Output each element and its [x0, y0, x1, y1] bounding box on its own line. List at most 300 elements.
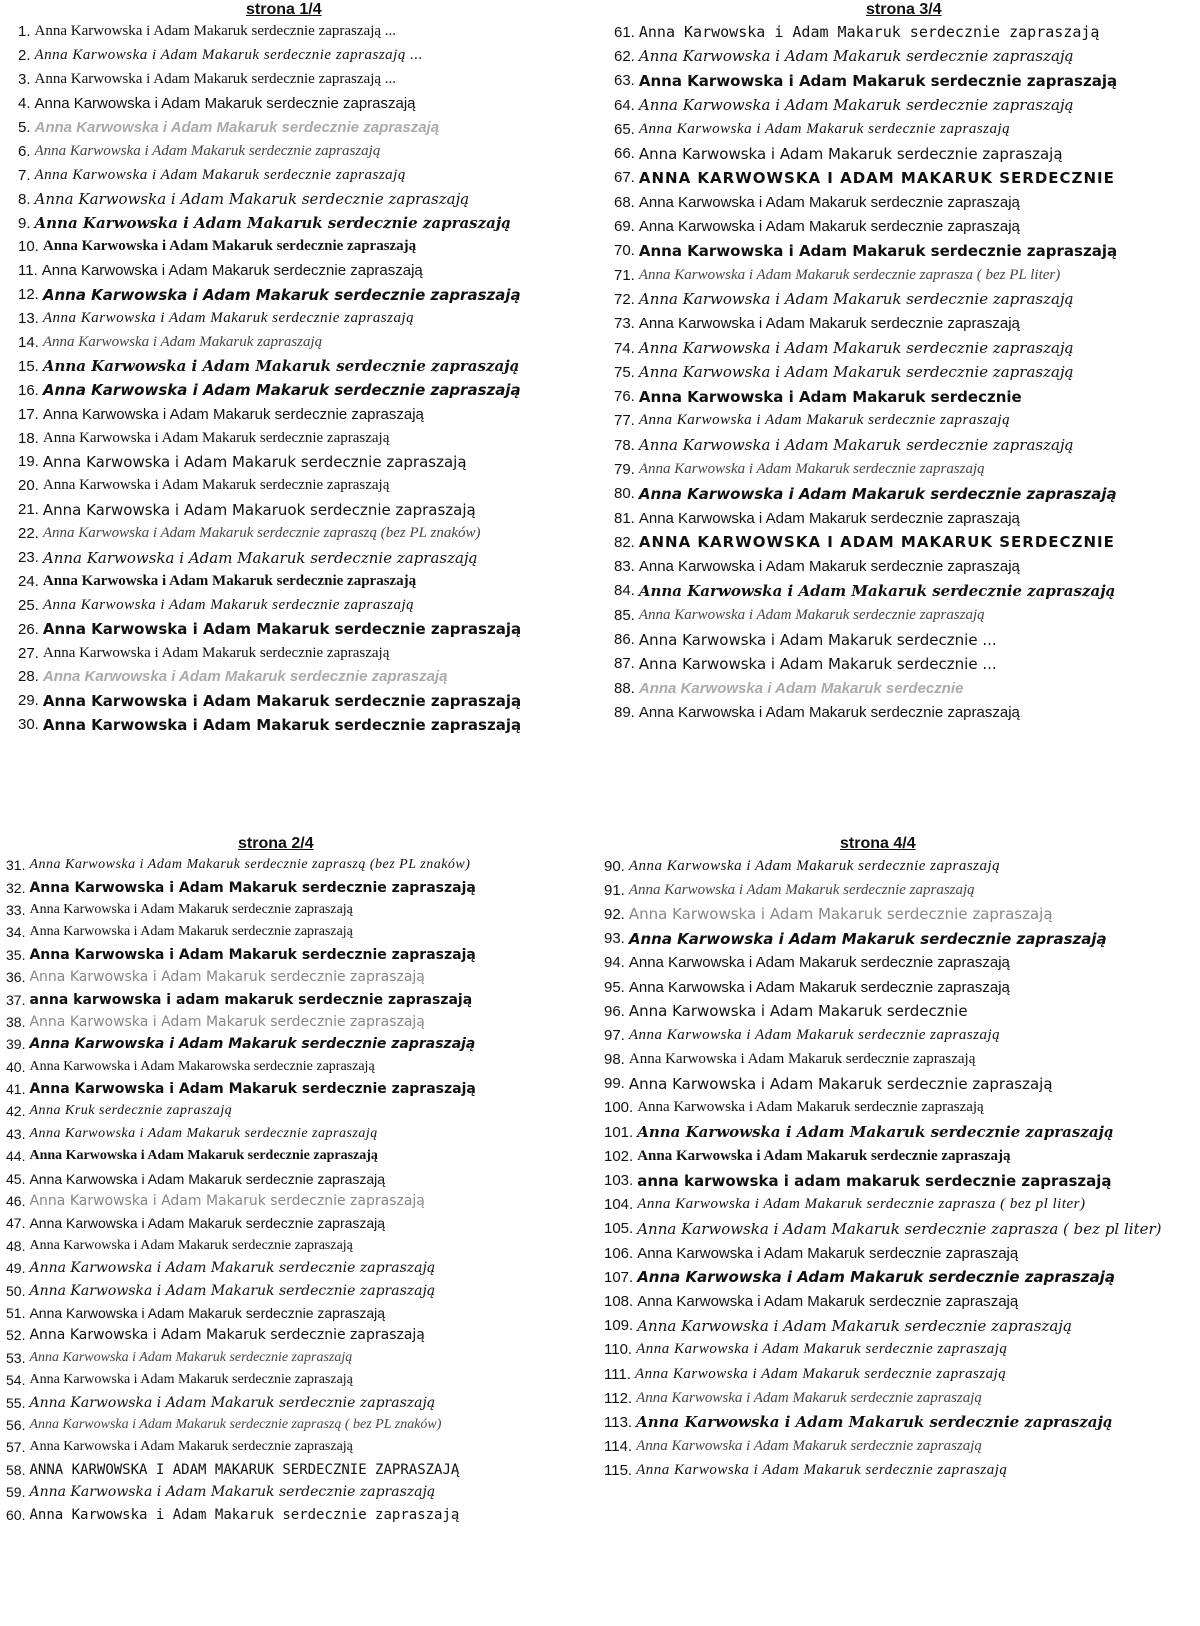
- font-sample-line: [18, 522, 578, 546]
- font-sample-line: [604, 1338, 1200, 1362]
- line-number: 38.: [6, 1013, 26, 1030]
- font-sample-line: [604, 854, 1200, 878]
- font-sample-line: [604, 1386, 1200, 1410]
- sample-text: Anna Karwowska i Adam Makaruk serdecznie zapraszają: [42, 452, 467, 471]
- sample-text: Anna Karwowska i Adam Makaruk serdecznie zapraszają: [638, 703, 1020, 721]
- line-number: 7.: [18, 166, 31, 184]
- line-number: 111.: [604, 1365, 631, 1383]
- font-sample-line: [18, 617, 578, 641]
- sample-text: Anna Karwowska i Adam Makaruk serdecznie zapraszają: [638, 144, 1063, 163]
- sample-text: Anna Karwowska i Adam Makaruk serdecznie zapraszają: [29, 1148, 378, 1164]
- sample-text: Anna Karwowska i Adam Makaruk serdecznie zapraszają: [628, 929, 1107, 948]
- sample-text: Anna Karwowska i Adam Makaruk serdecznie zapraszają: [29, 879, 476, 896]
- line-number: 18.: [18, 429, 39, 447]
- line-number: 73.: [614, 315, 635, 333]
- font-sample-line: [6, 966, 600, 988]
- line-number: 32.: [6, 879, 26, 896]
- sample-text: Anna Karwowska i Adam Makaruk serdecznie zapraszają: [29, 1439, 353, 1455]
- font-sample-line: [18, 187, 578, 211]
- line-number: 96.: [604, 1002, 625, 1020]
- line-number: 29.: [18, 692, 39, 710]
- sample-text: Anna Karwowska i Adam Makaruk serdecznie zapraszają: [42, 596, 415, 613]
- sample-text: Anna Karwowska i Adam Makaruk serdecznie zapraszają: [42, 548, 478, 567]
- font-sample-line: [614, 263, 1200, 287]
- page-1: [18, 0, 578, 737]
- sample-text: Anna Karwowska i Adam Makaruk serdecznie zapraszają: [637, 1268, 1115, 1287]
- sample-text: Anna Karwowska i Adam Makaruk serdecznie zapraszają: [42, 381, 521, 400]
- font-sample-line: [18, 402, 578, 426]
- sample-text: Anna Karwowska i Adam Makaruk serdecznie zapraszają: [42, 715, 522, 734]
- line-number: 36.: [6, 969, 26, 986]
- line-number: 12.: [18, 286, 39, 304]
- sample-text: Anna Karwowska i Adam Makaruk serdecznie zapraszają: [42, 285, 521, 304]
- font-sample-line: [18, 498, 578, 522]
- line-number: 21.: [18, 501, 39, 519]
- sample-text: Anna Karwowska i Adam Makaruk serdecznie zapraszają: [638, 484, 1117, 503]
- line-number: 45.: [6, 1170, 26, 1187]
- line-number: 26.: [18, 620, 39, 638]
- sample-text: Anna Karwowska i Adam Makaruk serdecznie zapraszają: [42, 572, 417, 589]
- font-sample-line: [18, 426, 578, 450]
- font-sample-line: [18, 307, 578, 331]
- font-sample-line: [614, 457, 1200, 481]
- sample-text: Anna Karwowska i Adam Makaruk serdecznie zapraszają: [638, 581, 1116, 600]
- sample-text: Anna Karwowska i Adam Makaruk serdecznie zapraszają: [638, 71, 1118, 90]
- sample-text: Anna Karwowska i Adam Makaruk serdecznie zapraszają: [638, 460, 985, 477]
- sample-text: Anna Karwowska i Adam Makaruk serdecznie zapraszają: [29, 1394, 436, 1411]
- page-2: [6, 834, 600, 1526]
- line-number: 110.: [604, 1341, 633, 1359]
- line-number: 100.: [604, 1099, 634, 1117]
- sample-text: Anna Karwowska i Adam Makaruk serdecznie zapraszają: [638, 436, 1074, 455]
- font-sample-line: [18, 689, 578, 713]
- font-sample-line: [18, 163, 578, 187]
- line-number: 112.: [604, 1389, 633, 1407]
- font-sample-line: [18, 474, 578, 498]
- sample-text: Anna Karwowska i Adam Makaruk serdecznie zapraszają: [638, 290, 1074, 309]
- line-number: 72.: [614, 290, 635, 308]
- line-number: 92.: [604, 905, 625, 923]
- sample-text: Anna Karwowska i Adam Makaruk serdecznie zapraszają: [636, 1389, 982, 1406]
- sample-text: Anna Karwowska i Adam Makaruk serdecznie zapraszają: [29, 1215, 386, 1232]
- sample-text: Anna Karwowska i Adam Makaruk serdecznie zapraszają: [29, 946, 476, 963]
- line-number: 93.: [604, 930, 625, 948]
- font-sample-line: [614, 190, 1200, 214]
- font-sample-line: [614, 579, 1200, 603]
- font-sample-line: [18, 378, 578, 402]
- line-number: 9.: [18, 214, 31, 232]
- font-sample-line: [6, 1078, 600, 1100]
- font-sample-line: [604, 1265, 1200, 1289]
- line-number: 75.: [614, 363, 635, 381]
- sample-text: Anna Karwowska i Adam Makaruk serdecznie ...: [638, 630, 997, 649]
- font-sample-line: [604, 1048, 1200, 1072]
- line-number: 37.: [6, 991, 26, 1008]
- line-number: 24.: [18, 572, 39, 590]
- line-number: 48.: [6, 1237, 26, 1254]
- sample-text: Anna Karwowska i Adam Makaruk serdecznie zapraszają: [42, 310, 415, 327]
- font-sample-line: [18, 211, 578, 235]
- sample-text: Anna Karwowska i Adam Makaruk serdecznie zapraszają: [637, 1099, 984, 1116]
- line-number: 20.: [18, 477, 39, 495]
- font-sample-line: [614, 69, 1200, 93]
- sample-text: Anna Karwowska i Adam Makaruk serdecznie zapraszają: [42, 405, 424, 423]
- sample-text: Anna Karwowska i Adam Makaruk serdecznie zapraszają: [637, 1292, 1019, 1310]
- sample-text: Anna Karwowska i Adam Makaruk serdecznie zapraszają: [34, 214, 512, 233]
- font-sample-line: [6, 1279, 600, 1301]
- sample-text: Anna Karwowska i Adam Makaruk serdecznie zapraszają: [42, 477, 390, 494]
- line-number: 60.: [6, 1506, 26, 1523]
- line-number: 39.: [6, 1036, 26, 1053]
- line-number: 59.: [6, 1484, 26, 1501]
- font-sample-list: [604, 854, 1200, 1483]
- font-sample-line: [6, 1503, 600, 1525]
- font-sample-line: [18, 139, 578, 163]
- line-number: 44.: [6, 1148, 26, 1165]
- sample-text: Anna Karwowska i Adam Makaruk serdecznie zapraszają: [29, 969, 425, 986]
- font-sample-line: [604, 1289, 1200, 1313]
- sample-text: Anna Karwowska i Adam Makaruk serdecznie zaprasza ( bez pl liter): [637, 1219, 1162, 1238]
- font-sample-line: [6, 1100, 600, 1122]
- line-number: 15.: [18, 357, 39, 375]
- font-sample-line: [614, 312, 1200, 336]
- sample-text: Anna Karwowska i Adam Makaruk serdecznie zapraszają: [42, 668, 448, 686]
- line-number: 1.: [18, 23, 31, 41]
- line-number: 4.: [18, 95, 31, 113]
- line-number: 42.: [6, 1103, 26, 1120]
- line-number: 47.: [6, 1215, 26, 1232]
- font-sample-line: [6, 854, 600, 876]
- font-sample-line: [604, 1459, 1200, 1483]
- sample-text: Anna Karwowska i Adam Makaruk serdecznie zapraszają: [637, 1123, 1114, 1142]
- sample-text: Anna Karwowska i Adam Makaruk serdecznie zapraszają: [638, 339, 1074, 357]
- font-sample-line: [6, 1167, 600, 1189]
- sample-text: Anna Karwowska i Adam Makaruk serdecznie zapraszają: [638, 193, 1020, 211]
- line-number: 19.: [18, 453, 39, 471]
- sample-text: Anna Karwowska i Adam Makaruk serdecznie zapraszają: [29, 1125, 378, 1141]
- font-sample-line: [18, 92, 578, 116]
- font-sample-line: [18, 641, 578, 665]
- font-sample-list: [18, 20, 578, 737]
- line-number: 14.: [18, 334, 39, 352]
- sample-text: Anna Karwowska i Adam Makaruk serdecznie ...: [638, 654, 997, 673]
- line-number: 98.: [604, 1051, 625, 1069]
- line-number: 113.: [604, 1413, 633, 1431]
- line-number: 55.: [6, 1394, 26, 1411]
- font-sample-line: [6, 988, 600, 1010]
- line-number: 31.: [6, 857, 26, 874]
- sample-text: Anna Karwowska i Adam Makaruk serdecznie zapraszają: [34, 166, 406, 183]
- font-sample-line: [604, 999, 1200, 1023]
- sample-text: Anna Karwowska i Adam Makaruk serdecznie zapraszają: [41, 262, 423, 280]
- font-sample-line: [604, 951, 1200, 975]
- line-number: 5.: [18, 119, 31, 136]
- font-sample-line: [6, 1459, 600, 1481]
- font-sample-line: [604, 1241, 1200, 1265]
- sample-text: anna karwowska i adam makaruk serdecznie zapraszają: [637, 1171, 1112, 1190]
- font-sample-line: [18, 283, 578, 307]
- sample-text: Anna Karwowska i Adam Makaruk serdecznie zapraszają: [29, 1349, 353, 1365]
- line-number: 82.: [614, 533, 635, 551]
- font-sample-line: [18, 331, 578, 355]
- font-sample-line: [614, 239, 1200, 263]
- sample-text: Anna Karwowska i Adam Makaruk serdecznie zapraszą (bez PL znaków): [42, 525, 481, 542]
- line-number: 78.: [614, 436, 635, 454]
- font-sample-line: [604, 927, 1200, 951]
- sample-text: Anna Karwowska i Adam Makaruk serdecznie zapraszają: [29, 1260, 436, 1277]
- font-sample-line: [604, 1314, 1200, 1338]
- font-sample-line: [18, 665, 578, 689]
- font-sample-line: [614, 117, 1200, 141]
- font-sample-line: [6, 921, 600, 943]
- line-number: 86.: [614, 631, 635, 649]
- line-number: 84.: [614, 582, 635, 600]
- line-number: 115.: [604, 1462, 633, 1480]
- font-sample-line: [6, 1369, 600, 1391]
- line-number: 53.: [6, 1349, 26, 1366]
- font-sample-line: [604, 1168, 1200, 1192]
- line-number: 71.: [614, 266, 635, 284]
- sample-text: Anna Karwowska i Adam Makaruk serdecznie zapraszają: [42, 429, 390, 446]
- line-number: 25.: [18, 596, 39, 614]
- line-number: 52.: [6, 1327, 26, 1344]
- font-sample-line: [614, 384, 1200, 408]
- font-sample-line: [604, 975, 1200, 999]
- sample-text: Anna Karwowska i Adam Makaruk serdecznie zapraszają: [29, 1282, 436, 1299]
- sample-text: Anna Karwowska i Adam Makaruk serdecznie: [638, 387, 1022, 406]
- sample-text: Anna Karwowska i Adam Makaruk serdecznie zapraszają: [638, 509, 1020, 527]
- page-4: [604, 834, 1200, 1483]
- font-sample-line: [614, 360, 1200, 384]
- line-number: 11.: [18, 262, 38, 280]
- sample-text: Anna Karwowska i Adam Makaruk serdecznie zapraszają: [638, 363, 1074, 382]
- sample-text: Anna Karwowska i Adam Makaruk serdecznie zapraszają: [42, 620, 522, 639]
- font-sample-line: [18, 44, 578, 68]
- sample-text: Anna Karwowska i Adam Makaruk serdecznie zapraszają: [636, 1413, 1113, 1432]
- font-sample-line: [614, 20, 1200, 44]
- line-number: 67.: [614, 169, 635, 187]
- font-sample-list: [614, 20, 1200, 725]
- line-number: 66.: [614, 145, 635, 163]
- font-sample-line: [6, 1011, 600, 1033]
- sample-text: Anna Karwowska i Adam Makaruok serdecznie zapraszają: [42, 500, 476, 519]
- line-number: 69.: [614, 218, 635, 236]
- line-number: 6.: [18, 142, 31, 160]
- sample-text: Anna Kruk serdecznie zapraszają: [29, 1103, 233, 1119]
- sample-text: Anna Karwowska i Adam Makaruk serdecznie zapraszają: [29, 1372, 353, 1388]
- line-number: 103.: [604, 1172, 634, 1190]
- font-sample-line: [6, 1235, 600, 1257]
- page-title: strona 1/4: [246, 1, 322, 18]
- sample-text: Anna Karwowska i Adam Makaruk serdecznie zapraszają ...: [34, 23, 397, 40]
- sample-text: Anna Karwowska i Adam Makaruk serdecznie zapraszają: [42, 691, 522, 710]
- font-sample-line: [614, 676, 1200, 700]
- font-sample-line: [6, 1056, 600, 1078]
- sample-text: Anna Karwowska i Adam Makaruk serdecznie zapraszają: [628, 978, 1010, 996]
- font-sample-line: [18, 569, 578, 593]
- font-sample-line: [614, 603, 1200, 627]
- line-number: 27.: [18, 644, 39, 662]
- sample-text: Anna Karwowska i Adam Makaruk serdecznie zapraszają: [638, 218, 1020, 236]
- sample-text: Anna Karwowska i Adam Makaruk serdecznie zapraszają: [29, 924, 353, 940]
- sample-text: Anna Karwowska i Adam Makaruk serdecznie zapraszają: [34, 119, 440, 136]
- font-sample-line: [18, 450, 578, 474]
- font-sample-line: [614, 506, 1200, 530]
- line-number: 65.: [614, 120, 635, 138]
- sample-text: Anna Karwowska i Adam Makaruk serdecznie zapraszają: [628, 954, 1010, 972]
- sample-text: Anna Karwowska i Adam Makaruk serdecznie zaprasza ( bez PL liter): [638, 266, 1061, 283]
- font-sample-line: [604, 902, 1200, 926]
- line-number: 2.: [18, 47, 31, 65]
- sample-text: Anna Karwowska i Adam Makaruk serdecznie zapraszają: [636, 1438, 982, 1455]
- line-number: 64.: [614, 96, 635, 114]
- font-sample-line: [604, 1410, 1200, 1434]
- sample-text: Anna Karwowska i Adam Makaruk serdecznie zapraszają: [29, 1484, 436, 1501]
- line-number: 101.: [604, 1123, 634, 1141]
- sample-text: Anna Karwowska i Adam Makaruk serdecznie zapraszają: [638, 315, 1020, 333]
- line-number: 106.: [604, 1244, 634, 1262]
- line-number: 62.: [614, 47, 635, 65]
- sample-text: Anna Karwowska i Adam Makaruk serdecznie zapraszają: [628, 1026, 1001, 1043]
- sample-text: Anna Karwowska i Adam Makaruk serdecznie zapraszają: [29, 1506, 460, 1523]
- font-sample-line: [614, 482, 1200, 506]
- sample-text: Anna Karwowska i Adam Makaruk serdecznie zapraszają: [636, 1462, 1008, 1479]
- line-number: 35.: [6, 946, 26, 963]
- line-number: 8.: [18, 190, 31, 208]
- line-number: 40.: [6, 1058, 26, 1075]
- line-number: 54.: [6, 1372, 26, 1389]
- line-number: 10.: [18, 238, 39, 256]
- sample-text: ANNA KARWOWSKA I ADAM MAKARUK SERDECZNIE ZAPRASZAJĄ: [29, 1461, 460, 1478]
- sample-text: Anna Karwowska i Adam Makaruk serdecznie zapraszą (bez PL znaków): [29, 857, 471, 873]
- font-sample-line: [6, 1257, 600, 1279]
- line-number: 77.: [614, 412, 635, 430]
- sample-text: Anna Karwowska i Adam Makaruk serdecznie zapraszają: [638, 23, 1100, 42]
- line-number: 16.: [18, 381, 39, 399]
- sample-text: Anna Karwowska i Adam Makaruk serdecznie zapraszają: [628, 1051, 976, 1068]
- sample-text: Anna Karwowska i Adam Makaruk serdecznie zapraszają: [638, 558, 1020, 576]
- line-number: 76.: [614, 388, 635, 406]
- font-sample-line: [614, 336, 1200, 360]
- line-number: 46.: [6, 1193, 26, 1210]
- line-number: 30.: [18, 716, 39, 734]
- line-number: 104.: [604, 1196, 634, 1214]
- line-number: 81.: [614, 509, 635, 527]
- font-sample-line: [614, 166, 1200, 190]
- font-sample-line: [604, 1120, 1200, 1144]
- line-number: 94.: [604, 954, 625, 972]
- sample-text: Anna Karwowska i Adam Makaruk serdecznie zapraszą ( bez PL znaków): [29, 1416, 442, 1432]
- font-sample-line: [604, 1362, 1200, 1386]
- font-sample-line: [6, 899, 600, 921]
- font-sample-line: [18, 354, 578, 378]
- font-sample-line: [18, 68, 578, 92]
- sample-text: Anna Karwowska i Adam Makaruk serdecznie zapraszają: [638, 47, 1074, 66]
- font-sample-line: [6, 1414, 600, 1436]
- line-number: 50.: [6, 1282, 26, 1299]
- line-number: 57.: [6, 1439, 26, 1456]
- sample-text: Anna Karwowska i Adam Makaruk serdecznie zapraszają: [638, 96, 1074, 115]
- font-sample-line: [6, 1033, 600, 1055]
- sample-text: Anna Karwowska i Adam Makaruk serdecznie zapraszają: [29, 1081, 476, 1098]
- line-number: 97.: [604, 1026, 625, 1044]
- font-sample-line: [604, 1096, 1200, 1120]
- sample-text: Anna Karwowska i Adam Makaruk serdecznie zapraszają: [29, 1193, 425, 1210]
- line-number: 90.: [604, 857, 625, 875]
- line-number: 105.: [604, 1220, 634, 1238]
- line-number: 74.: [614, 339, 635, 357]
- sample-text: Anna Karwowska i Adam Makaruk serdecznie zapraszają: [29, 901, 353, 917]
- font-sample-line: [614, 530, 1200, 554]
- sample-text: Anna Karwowska i Adam Makaruk serdecznie zapraszają: [638, 606, 985, 623]
- line-number: 89.: [614, 703, 635, 721]
- sample-text: ANNA KARWOWSKA I ADAM MAKARUK SERDECZNIE: [638, 168, 1115, 187]
- line-number: 108.: [604, 1292, 634, 1310]
- page-title: strona 2/4: [238, 835, 314, 852]
- sample-text: Anna Karwowska i Adam Makarowska serdecznie zapraszają: [29, 1058, 375, 1074]
- font-sample-line: [604, 1193, 1200, 1217]
- font-sample-line: [6, 1347, 600, 1369]
- line-number: 87.: [614, 655, 635, 673]
- line-number: 109.: [604, 1317, 634, 1335]
- font-sample-line: [604, 1217, 1200, 1241]
- font-sample-line: [18, 235, 578, 259]
- sample-text: Anna Karwowska i Adam Makaruk serdecznie zapraszają: [628, 857, 1001, 874]
- font-sample-list: [6, 854, 600, 1526]
- line-number: 102.: [604, 1147, 634, 1165]
- sample-text: Anna Karwowska i Adam Makaruk serdecznie zapraszają: [29, 1036, 476, 1053]
- sample-text: Anna Karwowska i Adam Makaruk serdecznie zapraszają: [42, 238, 417, 255]
- line-number: 70.: [614, 242, 635, 260]
- font-sample-line: [604, 1435, 1200, 1459]
- font-sample-line: [6, 1212, 600, 1234]
- line-number: 85.: [614, 606, 635, 624]
- font-sample-line: [614, 433, 1200, 457]
- sample-text: Anna Karwowska i Adam Makaruk serdecznie zapraszają: [637, 1316, 1072, 1335]
- line-number: 95.: [604, 978, 625, 996]
- line-number: 88.: [614, 679, 635, 697]
- line-number: 80.: [614, 485, 635, 503]
- sample-text: Anna Karwowska i Adam Makaruk serdecznie zapraszają: [34, 190, 470, 209]
- font-sample-line: [614, 287, 1200, 311]
- line-number: 99.: [604, 1075, 625, 1093]
- line-number: 79.: [614, 460, 635, 478]
- sample-text: Anna Karwowska i Adam Makaruk serdecznie zapraszają ...: [34, 47, 423, 64]
- font-sample-line: [604, 1144, 1200, 1168]
- sample-text: Anna Karwowska i Adam Makaruk serdecznie zapraszają: [29, 1305, 386, 1321]
- sample-text: Anna Karwowska i Adam Makaruk serdecznie zapraszają: [29, 1327, 425, 1344]
- sample-text: Anna Karwowska i Adam Makaruk serdecznie zapraszają: [29, 1170, 386, 1187]
- line-number: 49.: [6, 1260, 26, 1277]
- font-sample-line: [18, 546, 578, 570]
- sample-text: Anna Karwowska i Adam Makaruk serdecznie zapraszają: [29, 1237, 353, 1253]
- font-sample-line: [614, 44, 1200, 68]
- sample-text: Anna Karwowska i Adam Makaruk serdecznie zapraszają: [638, 241, 1118, 260]
- line-number: 61.: [614, 23, 635, 41]
- font-sample-line: [614, 700, 1200, 724]
- font-sample-line: [6, 1436, 600, 1458]
- font-sample-line: [18, 20, 578, 44]
- line-number: 23.: [18, 549, 39, 567]
- font-sample-line: [18, 593, 578, 617]
- font-sample-line: [614, 652, 1200, 676]
- line-number: 33.: [6, 901, 26, 918]
- line-number: 34.: [6, 924, 26, 941]
- font-sample-line: [18, 116, 578, 140]
- sample-text: ANNA KARWOWSKA I ADAM MAKARUK SERDECZNIE: [638, 533, 1115, 552]
- sample-text: Anna Karwowska i Adam Makaruk serdecznie zapraszają ...: [34, 71, 397, 88]
- page-title: strona 3/4: [866, 1, 942, 18]
